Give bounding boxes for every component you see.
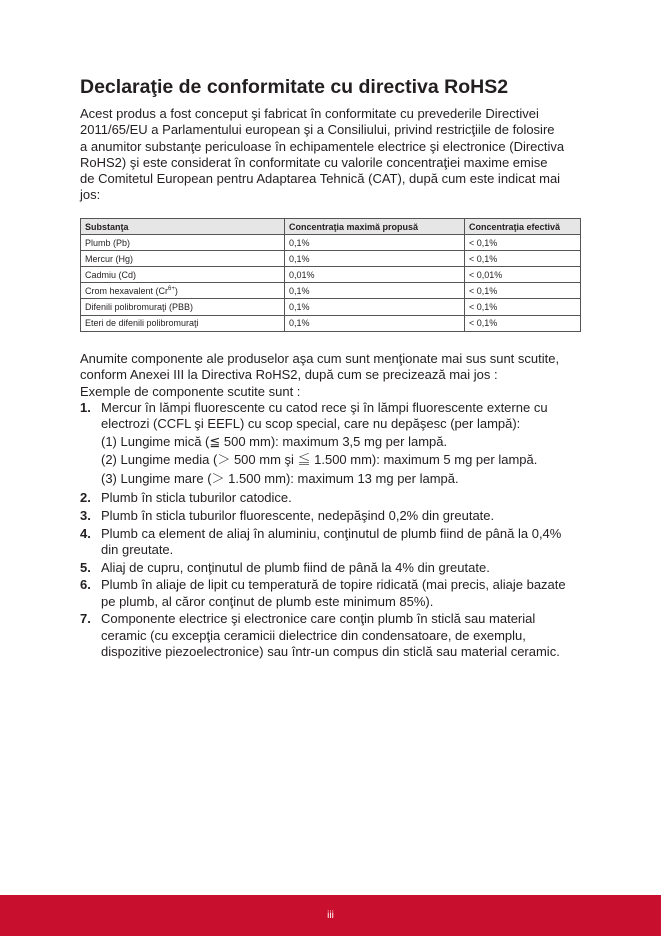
text-line: Exemple de componente scutite sunt : xyxy=(80,383,301,399)
text-line: Aliaj de cupru, conţinutul de plumb fiind de până la 4% din greutate. xyxy=(101,559,490,575)
list-item xyxy=(80,611,585,660)
page-number: iii xyxy=(327,910,334,921)
table-row xyxy=(81,235,581,251)
text-line: Plumb în aliaje de lipit cu temperatură de topire ridicată (mai precis, aliaje bazate xyxy=(101,577,566,593)
table-cell: Cadmiu (Cd) xyxy=(81,267,285,283)
item-number: 7. xyxy=(80,611,91,627)
text-line: pe plumb, al căror conţinut de plumb este minimum 85%). xyxy=(101,593,434,609)
item-number: 6. xyxy=(80,577,91,593)
table-row xyxy=(81,299,581,315)
table-header-row xyxy=(81,219,581,235)
table-cell: Plumb (Pb) xyxy=(81,235,285,251)
text-line: 2011/65/EU a Parlamentului european şi a Consiliului, privind restricţiile de folosire xyxy=(80,122,555,138)
table-row xyxy=(81,283,581,299)
table-cell: < 0,1% xyxy=(465,283,581,299)
column-header: Concentraţia efectivă xyxy=(465,219,581,235)
list-item xyxy=(80,577,585,610)
table-cell: 0,1% xyxy=(285,315,465,331)
text-line: electrozi (CCFL şi EEFL) cu scop special, care nu depăşesc (per lampă): xyxy=(101,416,521,432)
text-line: a anumitor substanţe periculoase în echipamentele electrice şi electronice (Directiva xyxy=(80,138,565,154)
table-cell: < 0,01% xyxy=(465,267,581,283)
table-row xyxy=(81,267,581,283)
substances-table xyxy=(80,218,581,332)
table-cell xyxy=(81,283,285,299)
cell-text: ) xyxy=(174,285,178,296)
text-line: din greutate. xyxy=(101,542,174,558)
text-line: dispozitive piezoelectronice) sau într-un compus din sticlă sau material ceramic. xyxy=(101,644,560,659)
text-line: Plumb în sticla tuburilor fluorescente, nedepăşind 0,2% din greutate. xyxy=(101,508,495,524)
table-cell: Mercur (Hg) xyxy=(81,251,285,267)
text-line: Plumb în sticla tuburilor catodice. xyxy=(101,490,292,506)
text-line: conform Anexei III la Directiva RoHS2, după cum se precizează mai jos : xyxy=(80,367,498,383)
text-line: Acest produs a fost conceput şi fabricat în conformitate cu prevederile Directivei xyxy=(80,106,539,121)
superscript: 6+ xyxy=(168,285,175,292)
list-item xyxy=(80,508,585,524)
table-cell: 0,1% xyxy=(285,299,465,315)
page-title: Declaraţie de conformitate cu directiva RoHS2 xyxy=(80,76,509,98)
text-line: Plumb ca element de aliaj în aluminiu, conţinutul de plumb fiind de până la 0,4% xyxy=(101,525,562,541)
cell-text: Crom hexavalent (Cr xyxy=(85,285,169,296)
item-number: 5. xyxy=(80,559,91,575)
table-cell: 0,1% xyxy=(285,283,465,299)
table-cell: < 0,1% xyxy=(465,299,581,315)
table-cell: 0,1% xyxy=(285,235,465,251)
text-line: de Comitetul European pentru Adaptarea Tehnică (CAT), după cum este indicat mai xyxy=(80,171,561,187)
list-item xyxy=(80,490,585,506)
table-cell: Difenili polibromuraţi (PBB) xyxy=(81,299,285,315)
table-cell: 0,1% xyxy=(285,251,465,267)
text-line: RoHS2) şi este considerat în conformitate cu valorile concentraţiei maxime emise xyxy=(80,154,548,170)
item-number: 4. xyxy=(80,525,91,541)
list-item xyxy=(80,400,585,489)
sub-item: (2) Lungime media (＞ 500 mm şi ≦ 1.500 mm): maximum 5 mg per lampă. xyxy=(101,452,538,468)
sub-item: (1) Lungime mică (≦ 500 mm): maximum 3,5 mg per lampă. xyxy=(101,433,448,449)
intro-paragraph xyxy=(80,106,585,204)
text-line: ceramic (cu excepţia ceramicii dielectrice din condensatoare, de exemplu, xyxy=(101,627,526,643)
item-number: 3. xyxy=(80,508,91,524)
list-item xyxy=(80,560,585,576)
item-number: 2. xyxy=(80,490,91,506)
column-header: Concentraţia maximă propusă xyxy=(285,219,465,235)
text-line: Componente electrice şi electronice care conţin plumb în sticlă sau material xyxy=(101,611,536,627)
text-line: Anumite componente ale produselor aşa cum sunt menţionate mai sus sunt scutite, xyxy=(80,351,560,366)
table-cell: Eteri de difenili polibromuraţi xyxy=(81,315,285,331)
table-cell: < 0,1% xyxy=(465,251,581,267)
table-cell: < 0,1% xyxy=(465,315,581,331)
text-line: jos: xyxy=(80,187,101,203)
sub-item: (3) Lungime mare (＞ 1.500 mm): maximum 13 mg per lampă. xyxy=(101,471,459,487)
exemptions-list xyxy=(80,400,585,662)
table-row xyxy=(81,315,581,331)
text-line: Mercur în lămpi fluorescente cu catod rece şi în lămpi fluorescente externe cu xyxy=(101,400,548,415)
table-row xyxy=(81,251,581,267)
table-cell: 0,01% xyxy=(285,267,465,283)
table-cell: < 0,1% xyxy=(465,235,581,251)
item-number: 1. xyxy=(80,400,91,415)
column-header: Substanţa xyxy=(81,219,285,235)
exemptions-paragraph xyxy=(80,351,585,400)
footer-bar xyxy=(0,895,661,936)
list-item xyxy=(80,526,585,559)
